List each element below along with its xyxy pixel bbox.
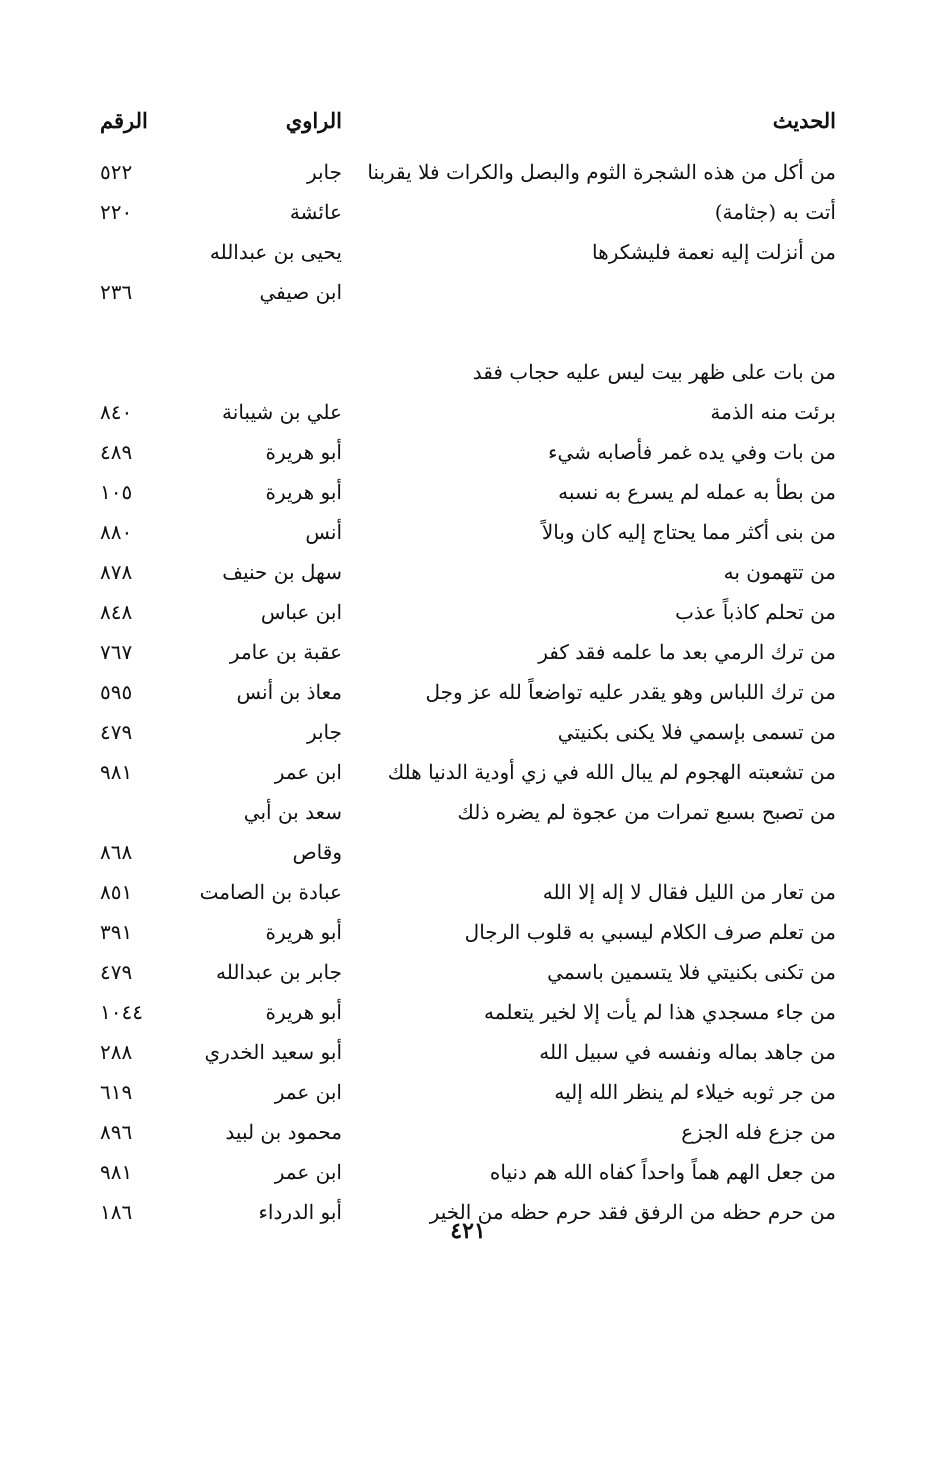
narrator-name: أبو سعيد الخدري xyxy=(204,1040,342,1064)
narrator-name: سعد بن أبي xyxy=(243,800,342,824)
table-row xyxy=(0,440,936,480)
hadith-text: من جزع فله الجزع xyxy=(681,1120,836,1144)
hadith-text: أتت به (جثامة) xyxy=(714,200,836,224)
narrator-name: معاذ بن أنس xyxy=(236,680,342,704)
hadith-number: ٤٧٩ xyxy=(100,960,133,984)
table-row xyxy=(0,1160,936,1200)
narrator-name: أبو الدرداء xyxy=(258,1200,342,1224)
hadith-number: ١٠٥ xyxy=(100,480,133,504)
hadith-text: من تسمى بإسمي فلا يكنى بكنيتي xyxy=(557,720,836,744)
hadith-text: من أنزلت إليه نعمة فليشكرها xyxy=(592,240,836,264)
hadith-text: من تصبح بسبع تمرات من عجوة لم يضره ذلك xyxy=(457,800,836,824)
hadith-number: ٨٧٨ xyxy=(100,560,133,584)
table-row xyxy=(0,400,936,440)
hadith-number: ٣٩١ xyxy=(100,920,133,944)
table-row xyxy=(0,200,936,240)
hadith-number: ٦١٩ xyxy=(100,1080,133,1104)
narrator-name: عائشة xyxy=(289,200,342,224)
narrator-name: جابر xyxy=(306,160,342,184)
hadith-number: ٢٣٦ xyxy=(100,280,133,304)
table-row xyxy=(0,600,936,640)
table-row xyxy=(0,240,936,280)
table-row xyxy=(0,920,936,960)
hadith-number: ٢٨٨ xyxy=(100,1040,133,1064)
narrator-name: ابن عمر xyxy=(274,1080,342,1104)
narrator-name: جابر xyxy=(306,720,342,744)
narrator-name: محمود بن لبيد xyxy=(225,1120,342,1144)
hadith-text: من جاء مسجدي هذا لم يأت إلا لخير يتعلمه xyxy=(484,1000,836,1024)
hadith-number: ٩٨١ xyxy=(100,1160,133,1184)
hadith-text: من ترك الرمي بعد ما علمه فقد كفر xyxy=(538,640,836,664)
hadith-number: ٥٩٥ xyxy=(100,680,133,704)
hadith-text: من تكنى بكنيتي فلا يتسمين باسمي xyxy=(547,960,836,984)
hadith-number: ٥٢٢ xyxy=(100,160,133,184)
narrator-name: أبو هريرة xyxy=(265,440,342,464)
hadith-text: من جعل الهم هماً واحداً كفاه الله هم دنياه xyxy=(489,1160,836,1184)
narrator-name: ابن عمر xyxy=(274,1160,342,1184)
narrator-name: جابر بن عبدالله xyxy=(215,960,342,984)
hadith-number: ٨٤٠ xyxy=(100,400,133,424)
hadith-text: من بطأ به عمله لم يسرع به نسبه xyxy=(558,480,836,504)
table-row xyxy=(0,160,936,200)
hadith-text: من تعار من الليل فقال لا إله إلا الله xyxy=(542,880,836,904)
narrator-name: وقاص xyxy=(292,840,342,864)
table-row xyxy=(0,680,936,720)
narrator-name: عبادة بن الصامت xyxy=(199,880,342,904)
hadith-text: من بنى أكثر مما يحتاج إليه كان وبالاً xyxy=(541,520,836,544)
header-narrator: الراوي xyxy=(285,108,342,133)
hadith-text: من أكل من هذه الشجرة الثوم والبصل والكرات فلا يقربنا xyxy=(367,160,836,184)
table-row xyxy=(0,280,936,320)
table-row xyxy=(0,480,936,520)
narrator-name: ابن صيفي xyxy=(259,280,342,304)
narrator-name: ابن عباس xyxy=(260,600,342,624)
table-row xyxy=(0,760,936,800)
hadith-number: ٢٢٠ xyxy=(100,200,133,224)
page-number: ٤٢١ xyxy=(450,1218,486,1244)
table-row xyxy=(0,720,936,760)
narrator-name: أبو هريرة xyxy=(265,1000,342,1024)
hadith-number: ٤٨٩ xyxy=(100,440,133,464)
hadith-number: ١٨٦ xyxy=(100,1200,133,1224)
narrator-name: أبو هريرة xyxy=(265,480,342,504)
hadith-number: ٨٨٠ xyxy=(100,520,133,544)
hadith-number: ٩٨١ xyxy=(100,760,133,784)
hadith-text: برئت منه الذمة xyxy=(710,400,836,424)
hadith-text: من جر ثوبه خيلاء لم ينظر الله إليه xyxy=(554,1080,836,1104)
hadith-number: ٨٦٨ xyxy=(100,840,133,864)
table-row xyxy=(0,640,936,680)
hadith-text: من حرم حظه من الرفق فقد حرم حظه من الخير xyxy=(429,1200,836,1224)
hadith-text: من بات على ظهر بيت ليس عليه حجاب فقد xyxy=(472,360,836,384)
hadith-number: ٤٧٩ xyxy=(100,720,133,744)
table-row xyxy=(0,1000,936,1040)
header-hadith: الحديث xyxy=(772,108,836,133)
hadith-text: من تتهمون به xyxy=(723,560,836,584)
header-number: الرقم xyxy=(100,108,148,133)
hadith-text: من ترك اللباس وهو يقدر عليه تواضعاً لله عز وجل xyxy=(425,680,836,704)
hadith-text: من بات وفي يده غمر فأصابه شيء xyxy=(548,440,836,464)
table-row xyxy=(0,880,936,920)
narrator-name: أنس xyxy=(305,520,342,544)
hadith-text: من تعلم صرف الكلام ليسبي به قلوب الرجال xyxy=(464,920,836,944)
table-row xyxy=(0,1080,936,1120)
table-row xyxy=(0,360,936,400)
hadith-text: من جاهد بماله ونفسه في سبيل الله xyxy=(539,1040,836,1064)
column-headers xyxy=(0,108,936,148)
narrator-name: يحيى بن عبدالله xyxy=(209,240,342,264)
narrator-name: سهل بن حنيف xyxy=(222,560,342,584)
table-row xyxy=(0,800,936,840)
hadith-text: من تشعبته الهجوم لم يبال الله في زي أودية الدنيا هلك xyxy=(387,760,836,784)
narrator-name: ابن عمر xyxy=(274,760,342,784)
table-row xyxy=(0,1120,936,1160)
table-row xyxy=(0,520,936,560)
table-row xyxy=(0,560,936,600)
narrator-name: عقبة بن عامر xyxy=(229,640,342,664)
hadith-text: من تحلم كاذباً عذب xyxy=(675,600,836,624)
hadith-number: ٨٩٦ xyxy=(100,1120,133,1144)
hadith-number: ٨٤٨ xyxy=(100,600,133,624)
hadith-number: ٧٦٧ xyxy=(100,640,133,664)
table-row xyxy=(0,1040,936,1080)
narrator-name: أبو هريرة xyxy=(265,920,342,944)
narrator-name: علي بن شيبانة xyxy=(222,400,342,424)
hadith-number: ٨٥١ xyxy=(100,880,133,904)
table-row xyxy=(0,840,936,880)
hadith-number: ١٠٤٤ xyxy=(100,1000,143,1024)
table-row xyxy=(0,320,936,360)
table-row xyxy=(0,960,936,1000)
